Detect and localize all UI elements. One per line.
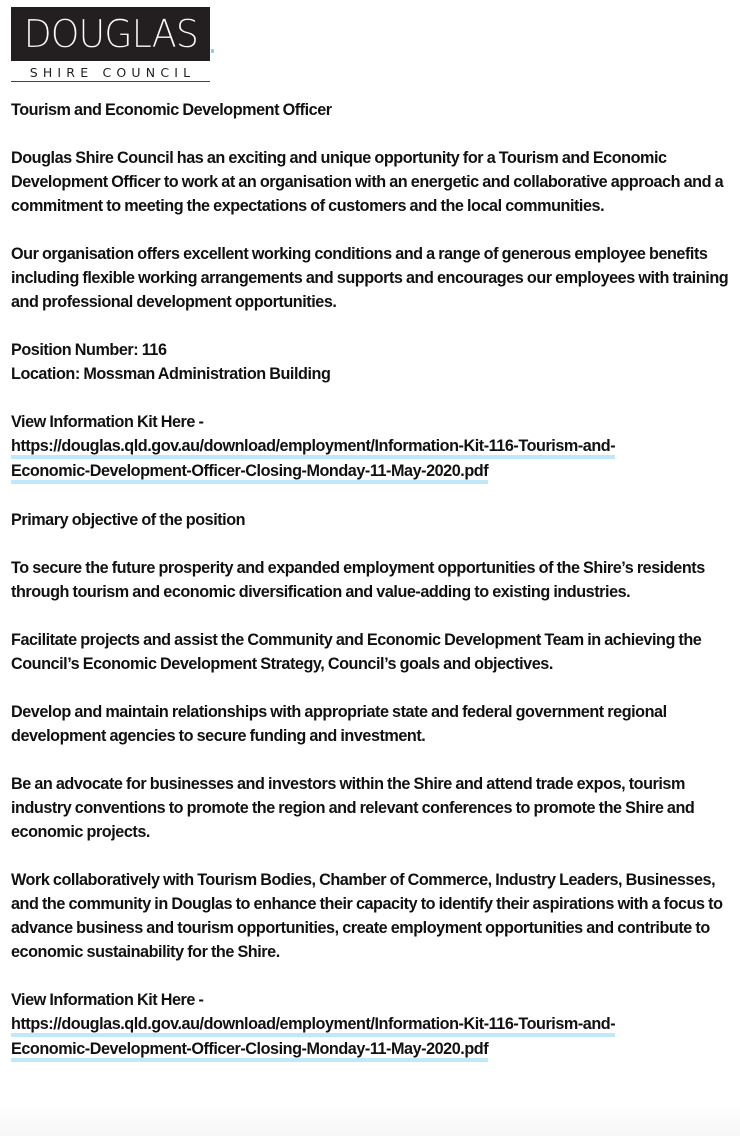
info-kit-link-line-2[interactable]: Economic-Development-Officer-Closing-Monday-11-May-2020.pdf (11, 459, 488, 484)
info-kit-link-line-1[interactable]: https://douglas.qld.gov.au/download/employment/Information-Kit-116-Tourism-and- (11, 1012, 615, 1037)
position-number: Position Number: 116 (11, 341, 167, 359)
objective-paragraph: Work collaboratively with Tourism Bodies, Chamber of Commerce, Industry Leaders, Businesses, and the community in Douglas to enhance their capacity to identify their aspirations with a focus to advance business and tourism opportunities, create employment opportunities and contribute to economic sustainability for the Shire. (11, 871, 723, 961)
douglas-shire-council-logo (11, 7, 212, 83)
benefits-paragraph: Our organisation offers excellent working conditions and a range of generous employee benefits including flexible working arrangements and supports and encourages our employees with training and professional development opportunities. (11, 245, 729, 311)
location: Location: Mossman Administration Building (11, 365, 331, 383)
objective-paragraph: Develop and maintain relationships with appropriate state and federal government regional development agencies to secure funding and investment. (11, 703, 667, 745)
info-kit-label: View Information Kit Here - (11, 991, 204, 1009)
logo-underline (11, 81, 210, 82)
objective-heading: Primary objective of the position (11, 511, 246, 529)
info-kit-link-bottom[interactable] (11, 1012, 736, 1062)
job-description (11, 98, 736, 1062)
objective-paragraph: To secure the future prosperity and expanded employment opportunities of the Shire’s residents through tourism and economic diversification and value-adding to existing industries. (11, 559, 705, 601)
job-title: Tourism and Economic Development Officer (11, 101, 332, 119)
objective-paragraph: Be an advocate for businesses and investors within the Shire and attend trade expos, tourism industry conventions to promote the region and relevant conferences to promote the Shire and economic projects. (11, 775, 695, 841)
logo-main-text: DOUGLAS (23, 12, 198, 56)
info-kit-label: View Information Kit Here - (11, 413, 204, 431)
intro-paragraph: Douglas Shire Council has an exciting and unique opportunity for a Tourism and Economic Development Officer to work at an organisation with an energetic and collaborative approach and a commitment to meeting the expectations of customers and the local communities. (11, 149, 724, 215)
info-kit-link-line-1[interactable]: https://douglas.qld.gov.au/download/employment/Information-Kit-116-Tourism-and- (11, 434, 615, 459)
info-kit-link-top[interactable] (11, 434, 736, 484)
logo-wordmark-box (11, 7, 210, 61)
objective-paragraph: Facilitate projects and assist the Community and Economic Development Team in achieving the Council’s Economic Development Strategy, Council’s goals and objectives. (11, 631, 702, 673)
logo-sub-text: SHIRE COUNCIL (29, 65, 196, 80)
logo-accent-mark (211, 49, 214, 53)
info-kit-link-line-2[interactable]: Economic-Development-Officer-Closing-Monday-11-May-2020.pdf (11, 1037, 488, 1062)
